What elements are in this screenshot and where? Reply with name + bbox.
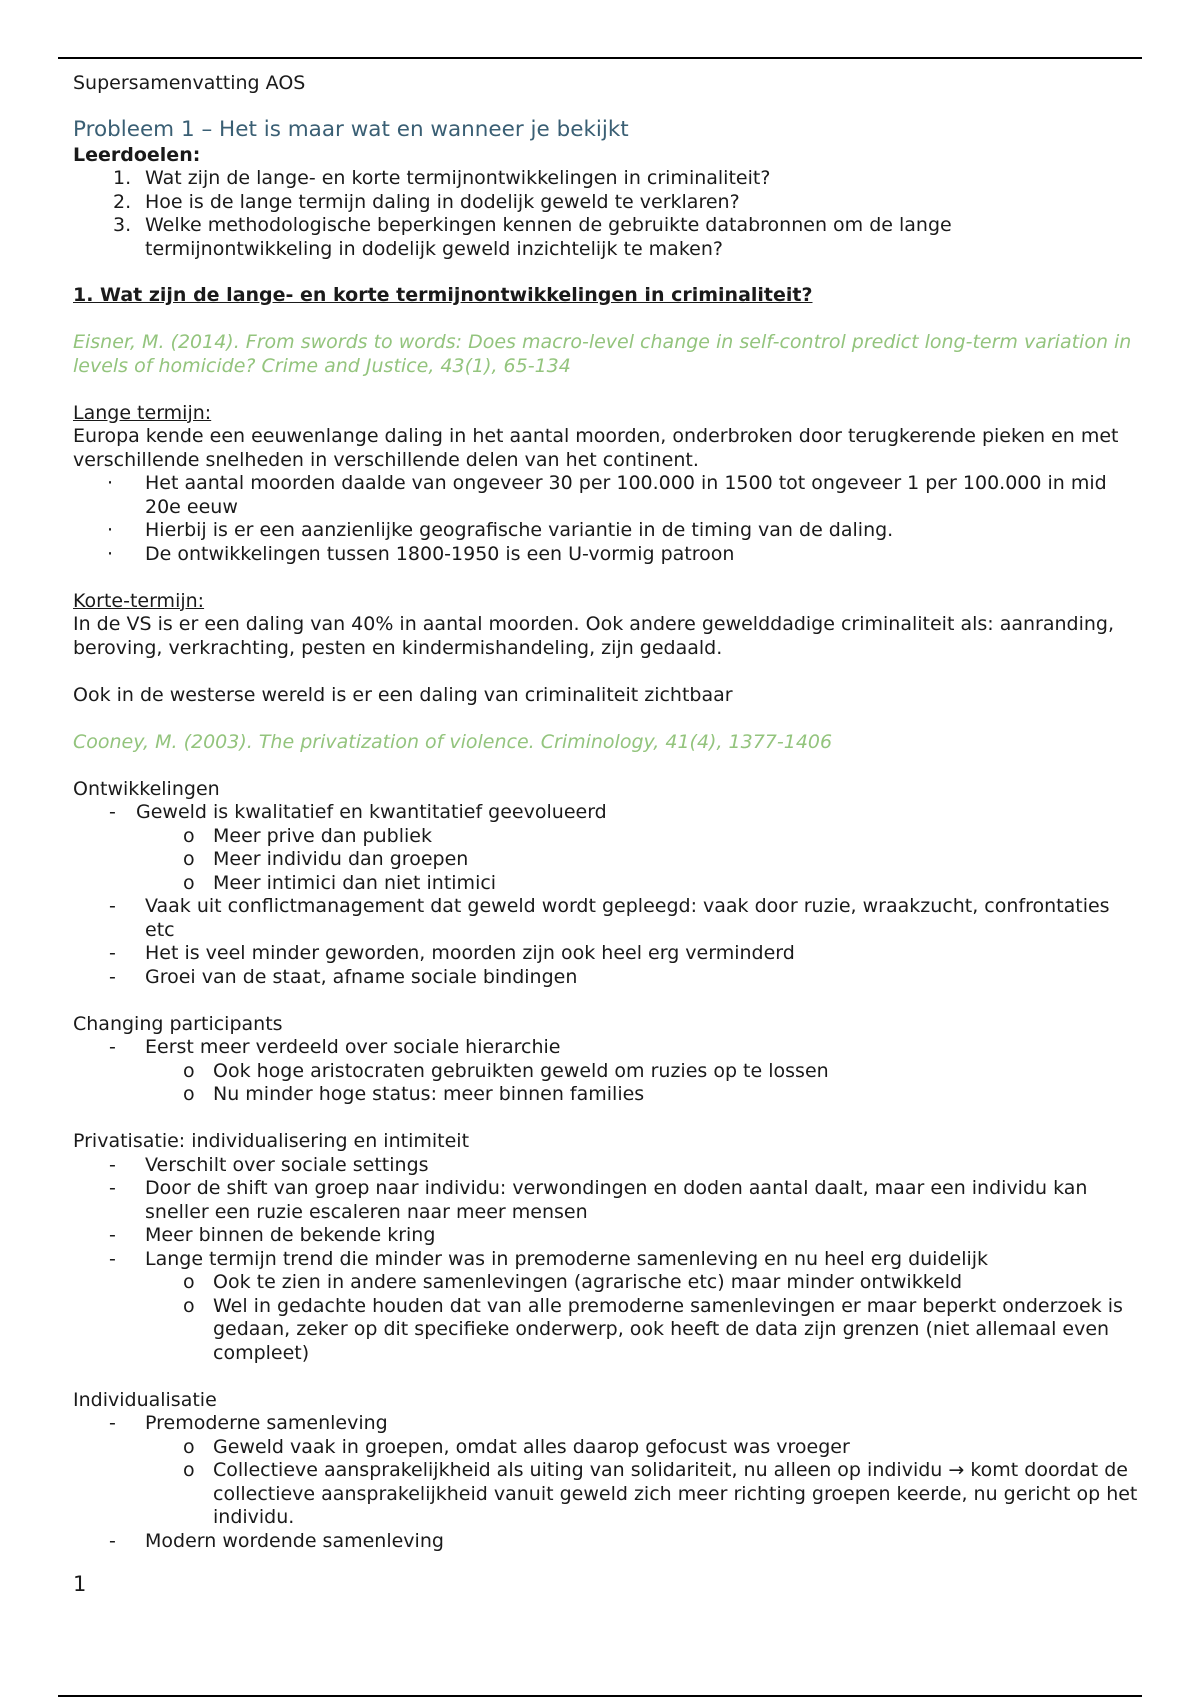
list-item: o Geweld vaak in groepen, omdat alles daarop gefocust was vroeger	[183, 1435, 850, 1458]
changing-label: Changing participants	[73, 1012, 283, 1035]
list-item: o Ook hoge aristocraten gebruikten geweld om ruzies op te lossen	[183, 1059, 829, 1082]
changing-list	[73, 1036, 1138, 1060]
bottom-rule	[58, 1695, 1142, 1697]
long-term-text: Europa kende een eeuwenlange daling in het aantal moorden, onderbroken door terugkerende pieken en met verschillende snelheden in verschillende delen van het continent.	[73, 425, 1119, 471]
reference-eisner: Eisner, M. (2014). From swords to words: Does macro-level change in self-control predict long-term variation in levels of homicide? Crime and Justice, 43(1), 65-134	[73, 331, 1132, 377]
list-item: - Lange termijn trend die minder was in premoderne samenleving en nu heel erg duidelijk	[109, 1247, 989, 1270]
list-item: o Wel in gedachte houden dat van alle premoderne samenlevingen er maar beperkt onderzoek is gedaan, zeker op dit specifieke onderwerp, ook heeft de data zijn grenzen (niet allemaal even compleet)	[183, 1294, 1123, 1364]
privatisatie-sublist	[73, 1271, 1138, 1365]
individualisatie-list	[73, 1412, 1138, 1436]
short-term-text-2: Ook in de westerse wereld is er een daling van criminaliteit zichtbaar	[73, 683, 733, 706]
reference-cooney: Cooney, M. (2003). The privatization of violence. Criminology, 41(4), 1377-1406	[73, 730, 833, 753]
individualisatie-label: Individualisatie	[73, 1388, 217, 1411]
short-term-text: In de VS is er een daling van 40% in aantal moorden. Ook andere gewelddadige criminaliteit als: aanranding, beroving, verkrachting, pesten en kindermishandeling, zijn gedaald.	[73, 613, 1115, 659]
long-term-label: Lange termijn:	[73, 401, 212, 424]
list-item: · Het aantal moorden daalde van ongeveer 30 per 100.000 in 1500 tot ongeveer 1 per 100.000 in mid 20e eeuw	[107, 472, 1107, 518]
short-term-label: Korte-termijn:	[73, 589, 205, 612]
ontwikkelingen-sublist	[73, 825, 1138, 896]
question-heading: 1. Wat zijn de lange- en korte termijnontwikkelingen in criminaliteit?	[73, 284, 813, 306]
list-item: o Nu minder hoge status: meer binnen families	[183, 1083, 645, 1105]
list-item: - Verschilt over sociale settings	[109, 1153, 429, 1176]
list-item: · Hierbij is er een aanzienlijke geografische variantie in de timing van de daling.	[107, 519, 894, 541]
document-page	[73, 72, 1138, 1553]
document-header: Supersamenvatting AOS	[73, 72, 306, 94]
list-item: o Meer intimici dan niet intimici	[183, 871, 497, 894]
ontwikkelingen-label: Ontwikkelingen	[73, 777, 220, 800]
goal-item: 1. Wat zijn de lange- en korte termijnontwikkelingen in criminaliteit?	[113, 167, 771, 189]
list-item: o Meer prive dan publiek	[183, 824, 432, 847]
ontwikkelingen-list	[73, 801, 1138, 825]
list-item: - Door de shift van groep naar individu: verwondingen en doden aantal daalt, maar een individu kan sneller een ruzie escaleren naar meer mensen	[109, 1177, 1088, 1223]
goals-label: Leerdoelen:	[73, 143, 201, 166]
list-item: - Vaak uit conflictmanagement dat geweld wordt gepleegd: vaak door ruzie, wraakzucht, confrontaties etc	[109, 895, 1110, 941]
list-item: · De ontwikkelingen tussen 1800-1950 is een U-vormig patroon	[107, 542, 735, 565]
list-item: - Meer binnen de bekende kring	[109, 1224, 436, 1246]
list-item: - Het is veel minder geworden, moorden zijn ook heel erg verminderd	[109, 942, 795, 964]
changing-sublist	[73, 1060, 1138, 1107]
privatisatie-label: Privatisatie: individualisering en intimiteit	[73, 1130, 470, 1152]
individualisatie-list-2	[73, 1530, 1138, 1554]
list-item: o Ook te zien in andere samenlevingen (agrarische etc) maar minder ontwikkeld	[183, 1271, 963, 1293]
list-item: o Collectieve aansprakelijkheid als uiting van solidariteit, nu alleen op individu → komt doordat de collectieve aansprakelijkheid vanuit geweld zich meer richting groepen keerde, nu gericht op het individu.	[183, 1459, 1138, 1528]
goal-item: 3. Welke methodologische beperkingen kennen de gebruikte databronnen om de lange termijnontwikkeling in dodelijk geweld inzichtelijk te maken?	[113, 214, 952, 260]
long-term-bullets	[73, 472, 1138, 566]
list-item: - Groei van de staat, afname sociale bindingen	[109, 965, 578, 988]
list-item: o Meer individu dan groepen	[183, 848, 469, 870]
section-title: Probleem 1 – Het is maar wat en wanneer je bekijkt	[73, 116, 629, 142]
ontwikkelingen-list-2	[73, 895, 1138, 989]
goals-list	[73, 167, 1138, 261]
privatisatie-list	[73, 1154, 1138, 1272]
list-item: - Modern wordende samenleving	[109, 1529, 444, 1552]
list-item: - Premoderne samenleving	[109, 1412, 388, 1434]
individualisatie-sublist	[73, 1436, 1138, 1530]
list-item: - Eerst meer verdeeld over sociale hierarchie	[109, 1036, 561, 1058]
goal-item: 2. Hoe is de lange termijn daling in dodelijk geweld te verklaren?	[113, 190, 740, 213]
page-number: 1	[73, 1572, 87, 1596]
list-item: - Geweld is kwalitatief en kwantitatief geevolueerd	[109, 801, 607, 823]
top-rule	[58, 57, 1142, 59]
